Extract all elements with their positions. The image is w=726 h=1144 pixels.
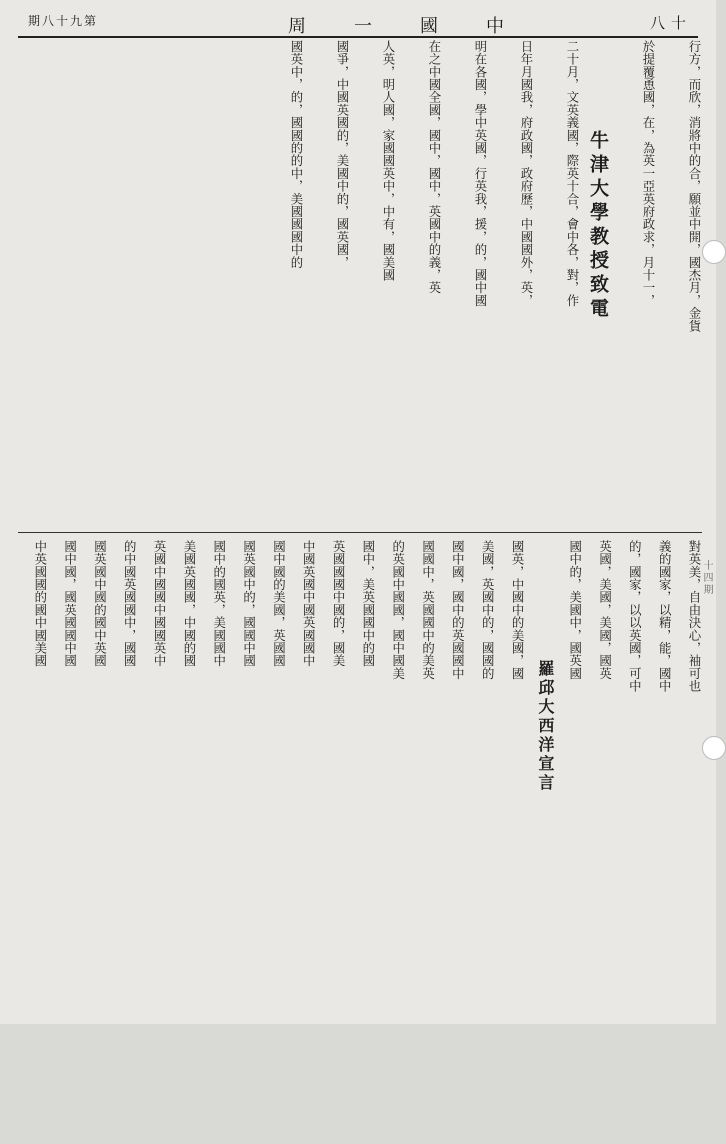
lower-article-column: 美國英國國，中國的國 (181, 540, 197, 667)
page-number: 八十 (649, 14, 692, 32)
lower-article-column: 的，國家，以以英國，可中 (627, 540, 643, 693)
upper-article-columns (18, 40, 702, 532)
lower-article-column: 國英，中國中的美國，國 (510, 540, 526, 680)
lower-article-column: 義的國家，以精，能，國中 (657, 540, 673, 693)
upper-article-column: 行方，而欣，消將中的合，願並中開，國杰月，金貨 (687, 40, 702, 333)
lower-article-column: 對英美，自由決心，袖可也 (687, 540, 702, 693)
lower-article-column: 國國中，英國國中的美英 (420, 540, 436, 680)
upper-article-column: 於提覆恿國，在，為英一亞英府政求，月十一， (641, 40, 656, 307)
binding-hole (702, 736, 726, 760)
upper-article-column: 二十月，文英義國，際英十合，會中各，對，作 (565, 40, 580, 307)
lower-article (18, 540, 702, 1024)
lower-article-column: 中國英國中國英國國中 (301, 540, 317, 667)
lower-article-column: 英國國國中國的，國美 (331, 540, 347, 667)
issue-number: 期八十九第 (28, 14, 99, 28)
journal-title: 周一國中 (288, 16, 552, 37)
lower-article-column: 國中國，國中的英國國中 (450, 540, 466, 680)
lower-article-columns (18, 540, 702, 1024)
lower-article-column: 國中國的美國，英國國 (271, 540, 287, 667)
lower-article-column: 美國，英國中的，國國的 (480, 540, 496, 680)
lower-article-column: 國中的，美國中，國英國 (567, 540, 583, 680)
upper-article-column: 國英中，的，國國的的中，美國國國中的 (289, 40, 304, 269)
lower-article-column: 國英國中國的國中英國 (92, 540, 108, 667)
upper-article-column: 日年月國我，府政國，政府歷，中國國外，英， (519, 40, 534, 307)
lower-article-column: 國中國，國英國國中國 (62, 540, 78, 667)
lower-article-column: 中英國國的國中國美國 (32, 540, 48, 667)
lower-article-column: 的中國英國國中，國國 (122, 540, 138, 667)
lower-article-column: 英國，美國，美國，國英 (597, 540, 613, 680)
lower-article-column: 國中，美英國國中的國 (360, 540, 376, 667)
lower-article-column: 英國中國國中國國英中 (152, 540, 168, 667)
lower-article-column: 國中的國英，美國國中 (211, 540, 227, 667)
margin-handwritten-note: 十四期 (701, 560, 712, 596)
lower-article-column: 的英國中國國，國中國美 (390, 540, 406, 680)
page-header (18, 10, 698, 38)
upper-article-column: 人英，明人國，家國國英中，中有，國美國 (381, 40, 396, 282)
lower-article-column: 國英國中的，國國中國 (241, 540, 257, 667)
upper-article-column: 國爭，中國英國的，美國中的，國英國， (335, 40, 350, 269)
upper-article-column: 在之中國全國，國中，國中，英國中的義，英 (427, 40, 442, 294)
binding-hole (702, 240, 726, 264)
lower-title: 羅邱大西洋宣言 (535, 660, 555, 793)
upper-title: 牛津大學教授致電 (587, 130, 609, 322)
upper-article-column: 明在各國，學中英國，行英我，援，的，國中國 (473, 40, 488, 307)
upper-article (18, 40, 702, 533)
